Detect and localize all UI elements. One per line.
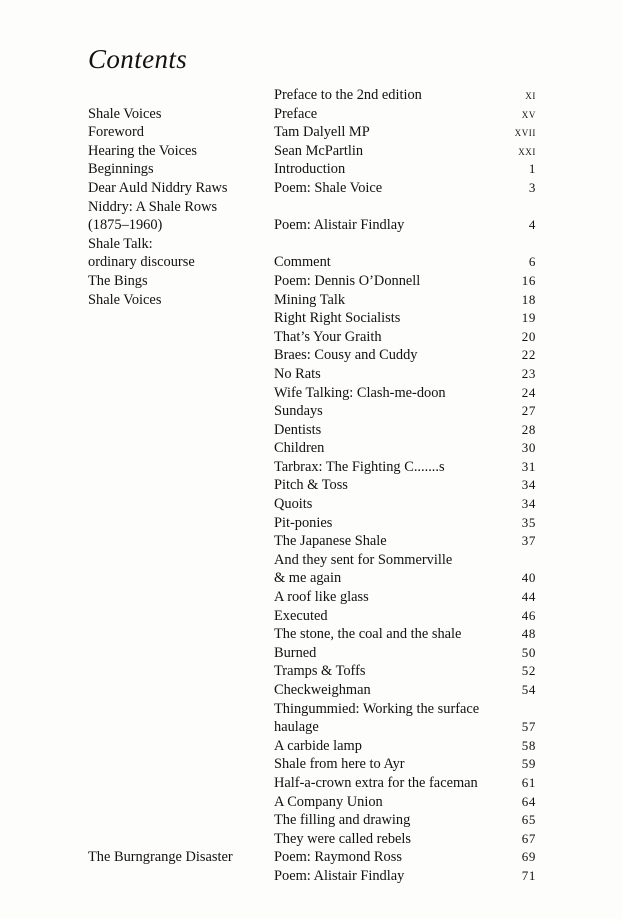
toc-page-number: 48 <box>521 626 536 642</box>
toc-entry-label: Children <box>274 440 325 457</box>
toc-row <box>88 607 536 626</box>
toc-section-label: The Bings <box>88 272 148 289</box>
toc-page-number: 71 <box>521 867 536 883</box>
toc-row <box>88 384 536 403</box>
toc-row <box>88 142 536 161</box>
toc-entry-label: Tarbrax: The Fighting C.......s <box>274 458 445 475</box>
toc-entry-label: Shale from here to Ayr <box>274 756 405 773</box>
toc-entry-label: Wife Talking: Clash-me-doon <box>274 384 446 401</box>
toc-section-label: ordinary discourse <box>88 254 195 271</box>
toc-page-number: 19 <box>521 310 536 326</box>
toc-page-number: 1 <box>528 161 536 177</box>
toc-entry-label: haulage <box>274 719 319 736</box>
toc-page-number: 6 <box>528 254 536 270</box>
toc-page-number: 40 <box>521 570 536 586</box>
toc-row <box>88 235 536 254</box>
toc-section-label: Dear Auld Niddry Raws <box>88 179 228 196</box>
toc-page-number: 64 <box>521 793 536 809</box>
toc-row <box>88 848 536 867</box>
toc-entry-label: Half-a-crown extra for the faceman <box>274 774 478 791</box>
toc-row <box>88 514 536 533</box>
toc-row <box>88 309 536 328</box>
toc-entry-label: Thingummied: Working the surface <box>274 700 480 717</box>
toc-row <box>88 867 536 886</box>
toc-row <box>88 253 536 272</box>
toc-section-label: Shale Voices <box>88 291 162 308</box>
toc-entry-label: That’s Your Graith <box>274 328 382 345</box>
toc-row <box>88 105 536 124</box>
toc-row <box>88 718 536 737</box>
toc-entry-label: Poem: Raymond Ross <box>274 849 402 866</box>
toc-page-number: 35 <box>521 514 536 530</box>
toc-entry-label: Braes: Cousy and Cuddy <box>274 347 418 364</box>
toc-row <box>88 402 536 421</box>
toc-row <box>88 625 536 644</box>
toc-entry-label: Sean McPartlin <box>274 142 364 159</box>
toc-page-number: 58 <box>521 737 536 753</box>
toc-page-number: 28 <box>521 421 536 437</box>
toc-row <box>88 755 536 774</box>
toc-entry-label: Right Right Socialists <box>274 310 401 327</box>
toc-row <box>88 160 536 179</box>
toc-row <box>88 644 536 663</box>
toc-page-number: 20 <box>521 328 536 344</box>
toc-page-number: 57 <box>521 719 536 735</box>
toc-page-number: xi <box>525 87 536 102</box>
toc-entry-label: Tam Dalyell MP <box>274 124 370 141</box>
toc-entry-label: A Company Union <box>274 793 383 810</box>
toc-page-number: 23 <box>521 365 536 381</box>
toc-row <box>88 123 536 142</box>
toc-page-number: 65 <box>521 812 536 828</box>
toc-page-number: 61 <box>521 774 536 790</box>
toc-entry-label: & me again <box>274 570 342 587</box>
toc-row <box>88 774 536 793</box>
toc-row <box>88 532 536 551</box>
toc-entry-label: Mining Talk <box>274 291 346 308</box>
toc-entry-label: Preface to the 2nd edition <box>274 87 422 103</box>
toc-section-label: (1875–1960) <box>88 217 163 234</box>
toc-row <box>88 495 536 514</box>
toc-entry-label: And they sent for Sommerville <box>274 551 453 568</box>
toc-entry-label: No Rats <box>274 365 321 382</box>
toc-page-number: xv <box>521 105 536 121</box>
toc-row <box>88 830 536 849</box>
toc-page-number: 24 <box>521 384 536 400</box>
toc-entry-label: They were called rebels <box>274 830 412 847</box>
toc-entry-label: Introduction <box>274 161 346 178</box>
toc-row <box>88 569 536 588</box>
toc-entry-label: Preface <box>274 105 318 122</box>
toc-section-label: The Burngrange Disaster <box>88 849 233 866</box>
toc-row <box>88 811 536 830</box>
toc-entry-label: Burned <box>274 644 317 661</box>
toc-section-label: Hearing the Voices <box>88 142 197 159</box>
toc-row <box>88 681 536 700</box>
toc-entry-label: Pit-ponies <box>274 514 333 531</box>
toc-section-label: Foreword <box>88 124 144 141</box>
toc-entry-label: The Japanese Shale <box>274 533 387 550</box>
toc-entry-label: The stone, the coal and the shale <box>274 626 462 643</box>
toc-row <box>88 476 536 495</box>
toc-page-number: 52 <box>521 663 536 679</box>
toc-entry-label: Sundays <box>274 403 323 420</box>
toc-row <box>88 458 536 477</box>
toc-page-number: 30 <box>521 440 536 456</box>
toc-page-number: 34 <box>521 477 536 493</box>
toc-section-label: Niddry: A Shale Rows <box>88 198 218 215</box>
toc-page-number: 34 <box>521 496 536 512</box>
toc-entry-label: A carbide lamp <box>274 737 362 754</box>
toc-entry-label: Comment <box>274 254 331 271</box>
toc-row <box>88 700 536 719</box>
toc-section-label: Beginnings <box>88 161 154 178</box>
toc-row <box>88 421 536 440</box>
toc-row <box>88 291 536 310</box>
toc-row <box>88 365 536 384</box>
toc-entry-label: A roof like glass <box>274 589 369 606</box>
toc-page-number: 4 <box>528 217 536 233</box>
toc-page-number: 46 <box>521 607 536 623</box>
toc-section-label: Shale Talk: <box>88 235 153 252</box>
toc-entry-label: Checkweighman <box>274 682 371 698</box>
toc-section-label: Shale Voices <box>88 105 162 122</box>
toc-page-number: 69 <box>521 849 536 865</box>
toc-page-number: 54 <box>521 682 536 697</box>
toc-page-number: xvii <box>514 124 536 140</box>
toc-page-number: 22 <box>521 347 536 363</box>
toc-row <box>88 272 536 291</box>
toc-row <box>88 179 536 198</box>
toc-page-number: 50 <box>521 644 536 660</box>
toc-row <box>88 793 536 812</box>
toc-entry-label: Pitch & Toss <box>274 477 348 494</box>
toc-page-number: 67 <box>521 830 536 846</box>
toc-entry-label: Poem: Shale Voice <box>274 179 383 196</box>
toc-row <box>88 86 536 105</box>
toc-row <box>88 346 536 365</box>
toc-row <box>88 439 536 458</box>
toc-page-number: 31 <box>521 458 536 474</box>
toc-page-number: 59 <box>521 756 536 772</box>
toc-entry-label: Quoits <box>274 496 313 513</box>
toc-page-number: 37 <box>521 533 536 549</box>
toc-page-number: 44 <box>521 589 536 605</box>
table-of-contents <box>88 86 536 886</box>
toc-entry-label: The filling and drawing <box>274 812 411 829</box>
toc-entry-label: Tramps & Toffs <box>274 663 366 680</box>
toc-entry-label: Poem: Dennis O’Donnell <box>274 272 421 289</box>
toc-page-number: 3 <box>528 179 536 195</box>
toc-row <box>88 588 536 607</box>
toc-page-number: 16 <box>521 272 536 288</box>
toc-entry-label: Poem: Alistair Findlay <box>274 217 405 234</box>
toc-row <box>88 328 536 347</box>
page-title: Contents <box>88 44 188 74</box>
toc-row <box>88 551 536 570</box>
toc-page-number: 27 <box>521 403 536 419</box>
toc-row <box>88 737 536 756</box>
toc-row <box>88 198 536 217</box>
toc-entry-label: Executed <box>274 607 328 624</box>
toc-row <box>88 662 536 681</box>
toc-row <box>88 216 536 235</box>
toc-page-number: 18 <box>521 291 536 307</box>
toc-entry-label: Dentists <box>274 421 322 438</box>
toc-entry-label: Poem: Alistair Findlay <box>274 867 405 884</box>
toc-page-number: xxi <box>518 142 536 158</box>
